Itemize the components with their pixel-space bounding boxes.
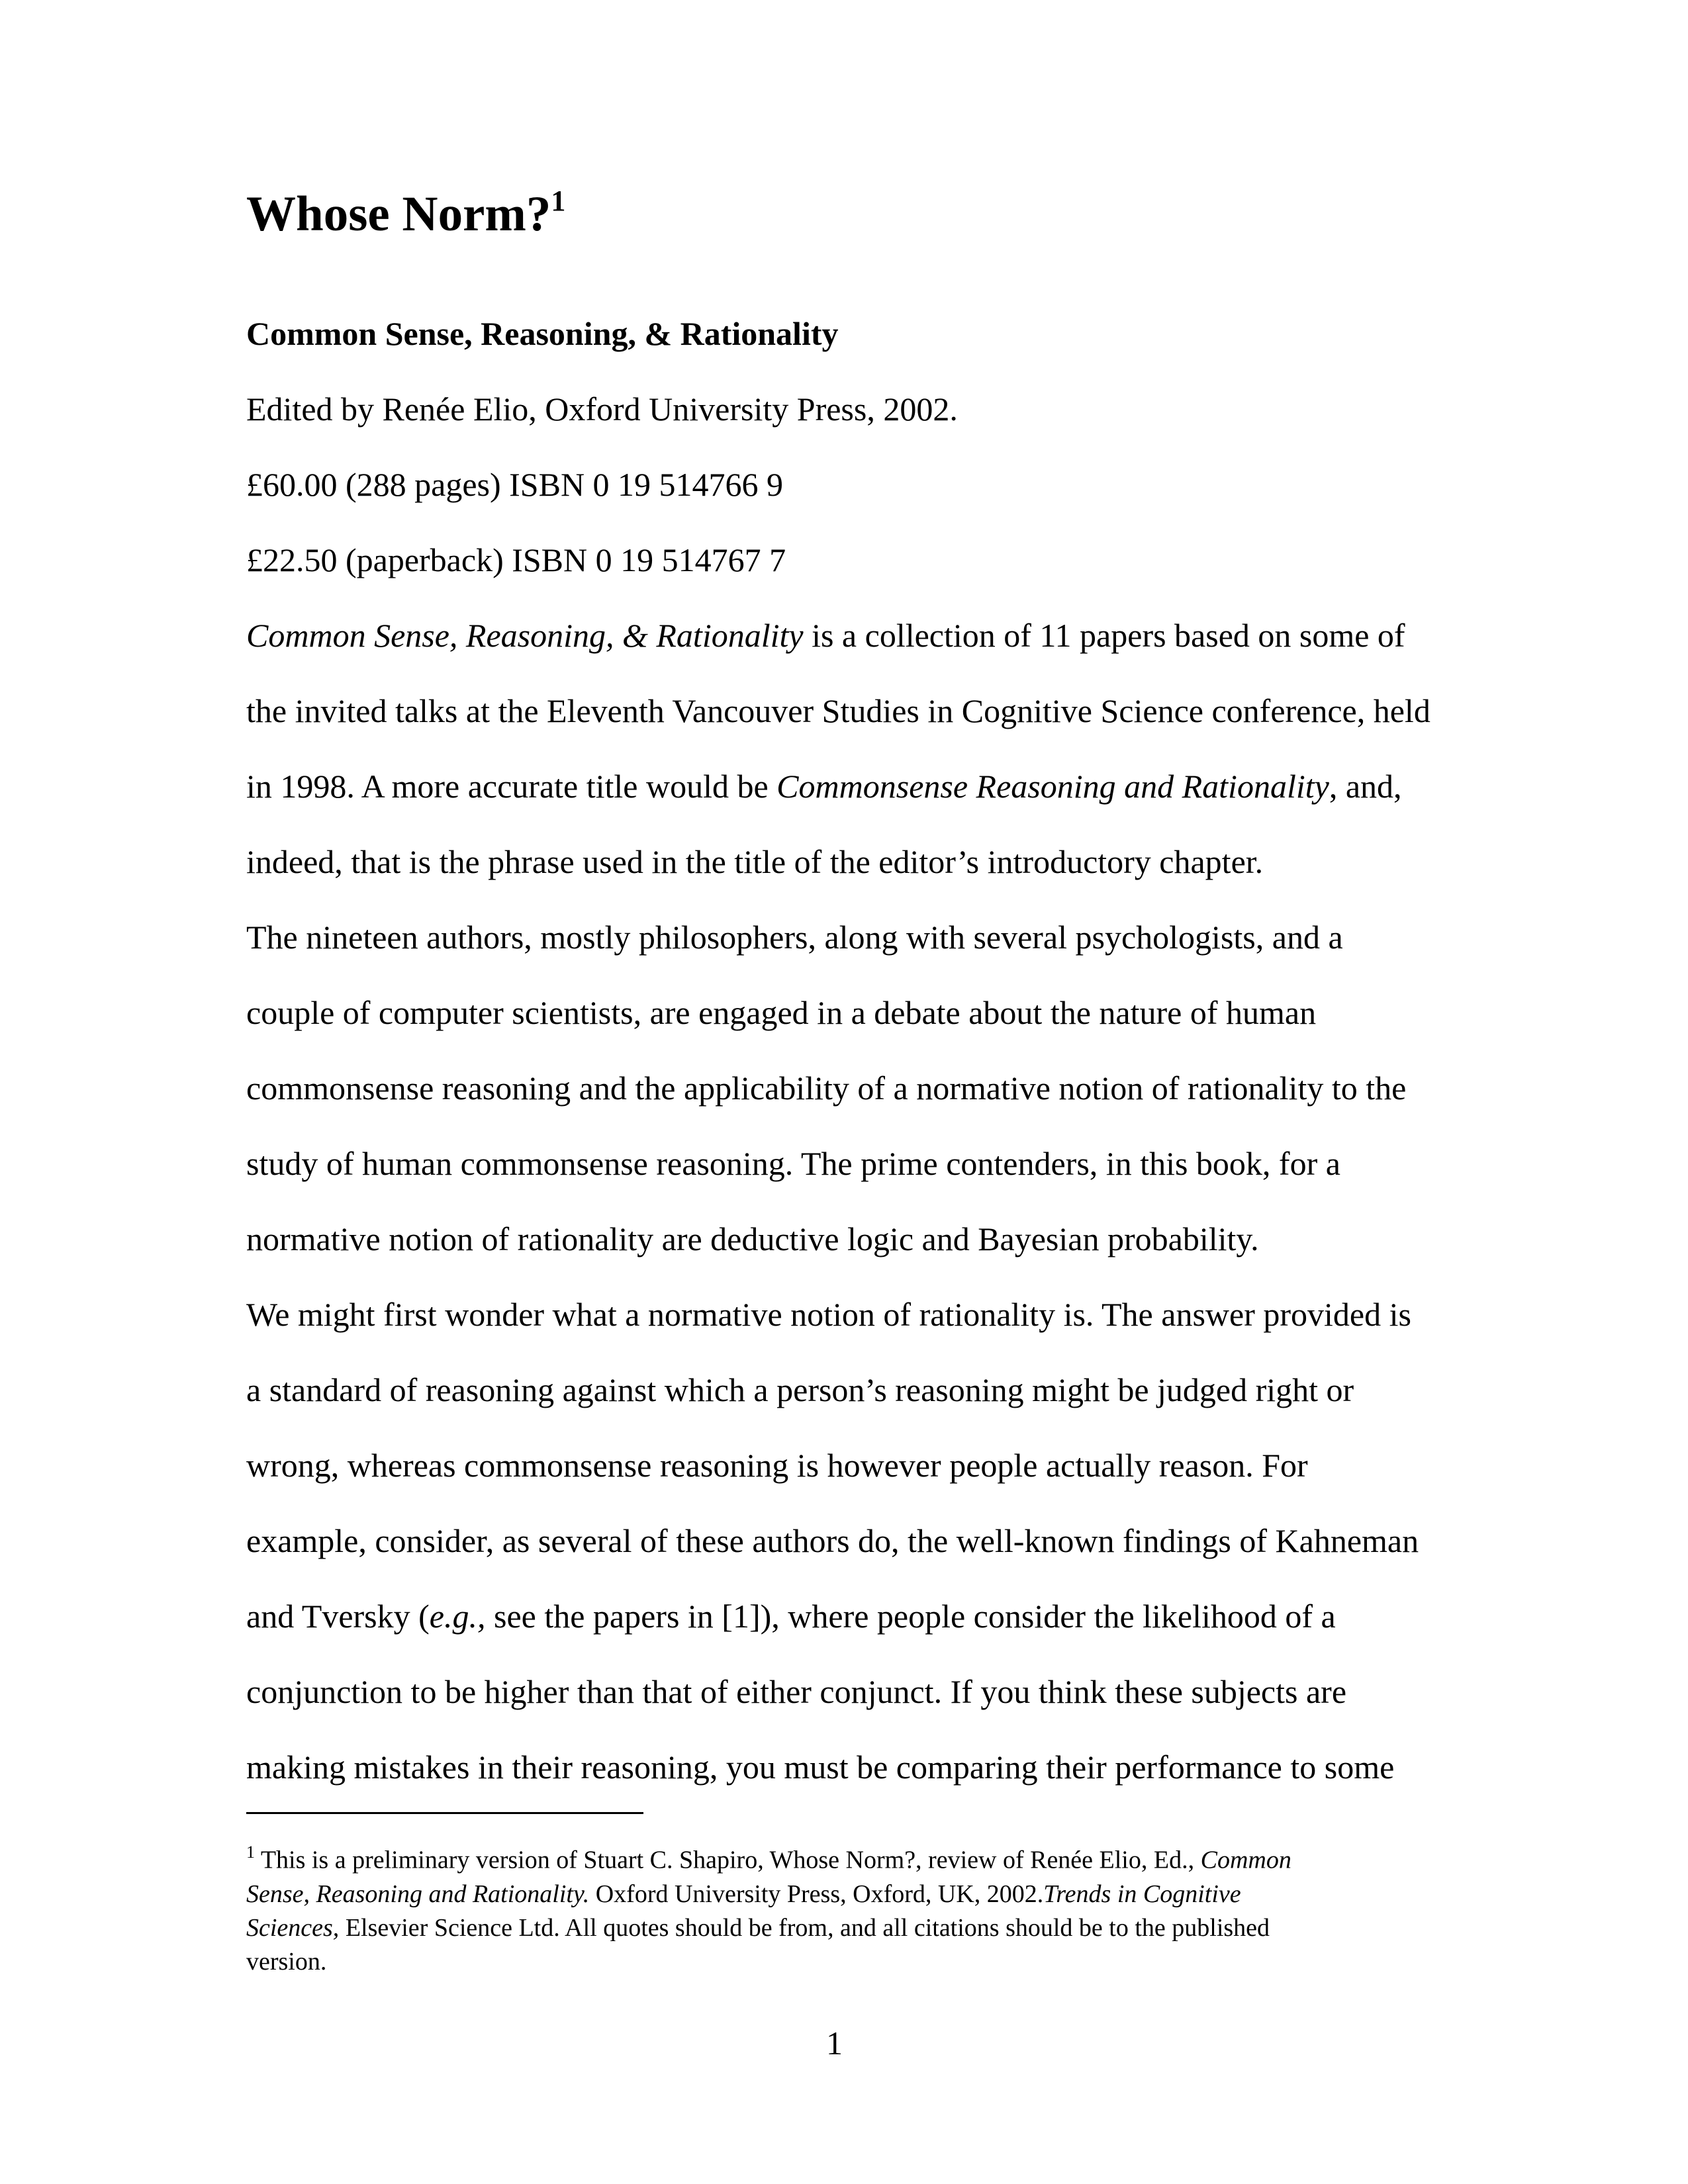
text-span-italic: Sense, Reasoning and Rationality. — [246, 1880, 590, 1908]
text-line: The nineteen authors, mostly philosophers, along with several psychologists, and a — [246, 919, 1343, 956]
text-line — [246, 749, 1444, 824]
text-span: , and, — [1329, 768, 1402, 805]
text-span: see the papers in [1]), where people consider the likelihood of a — [485, 1598, 1336, 1635]
text-span: and Tversky ( — [246, 1598, 430, 1635]
text-line: commonsense reasoning and the applicability of a normative notion of rationality to the — [246, 1069, 1407, 1107]
text-span-italic: Trends in Cognitive — [1043, 1880, 1241, 1908]
text-span: is a collection of 11 papers based on some of — [803, 617, 1405, 654]
book-price-hardback: £60.00 (288 pages) ISBN 0 19 514766 9 — [246, 466, 784, 503]
footnote-line: version. — [246, 1947, 327, 1976]
text-line: wrong, whereas commonsense reasoning is however people actually reason. For — [246, 1447, 1308, 1484]
eg-italic: e.g., — [429, 1598, 486, 1635]
text-line: indeed, that is the phrase used in the title of the editor’s introductory chapter. — [246, 843, 1264, 880]
book-edited-by: Edited by Renée Elio, Oxford University Press, 2002. — [246, 390, 958, 428]
text-line: study of human commonsense reasoning. The prime contenders, in this book, for a — [246, 1145, 1340, 1182]
paragraph-2 — [246, 899, 1444, 1277]
text-line: making mistakes in their reasoning, you must be comparing their performance to some — [246, 1749, 1395, 1786]
text-line: We might first wonder what a normative notion of rationality is. The answer provided is — [246, 1296, 1411, 1333]
review-body — [246, 598, 1444, 1805]
paragraph-1 — [246, 598, 1444, 899]
text-line — [246, 598, 1444, 673]
page-title — [246, 185, 566, 242]
text-line: normative notion of rationality are deductive logic and Bayesian probability. — [246, 1220, 1259, 1257]
footnote-marker: 1 — [246, 1843, 255, 1862]
text-line: couple of computer scientists, are engaged in a debate about the nature of human — [246, 994, 1317, 1031]
text-span: This is a preliminary version of Stuart C. Shapiro, Whose Norm?, review of Renée Elio, Ed., — [255, 1846, 1201, 1874]
text-line: conjunction to be higher than that of either conjunct. If you think these subjects are — [246, 1673, 1347, 1710]
paragraph-3 — [246, 1277, 1444, 1805]
text-span-italic: Sciences, — [246, 1913, 340, 1942]
footnote-line — [246, 1878, 1451, 1911]
footnote-divider — [246, 1812, 643, 1814]
title-text: Whose Norm? — [246, 187, 551, 242]
book-title: Common Sense, Reasoning, & Rationality — [246, 315, 839, 352]
book-price-paperback: £22.50 (paperback) ISBN 0 19 514767 7 — [246, 541, 786, 578]
book-details — [246, 371, 1444, 598]
page-number: 1 — [826, 2025, 843, 2062]
footnote-line — [246, 1911, 1451, 1945]
text-line — [246, 1578, 1444, 1654]
text-line: a standard of reasoning against which a person’s reasoning might be judged right or — [246, 1371, 1354, 1408]
footnote — [246, 1837, 1451, 1979]
text-span: in 1998. A more accurate title would be — [246, 768, 777, 805]
text-line: the invited talks at the Eleventh Vancouver Studies in Cognitive Science conference, held — [246, 692, 1430, 729]
text-span: Oxford University Press, Oxford, UK, 2002. — [589, 1880, 1044, 1908]
text-line: example, consider, as several of these authors do, the well-known findings of Kahneman — [246, 1522, 1419, 1559]
footnote-line — [246, 1837, 1451, 1878]
book-title-italic: Common Sense, Reasoning, & Rationality — [246, 617, 804, 654]
title-footnote-marker: 1 — [551, 185, 566, 217]
alt-title-italic: Commonsense Reasoning and Rationality — [776, 768, 1329, 805]
text-span-italic: Common — [1200, 1846, 1291, 1874]
text-span: Elsevier Science Ltd. All quotes should be from, and all citations should be to the published — [339, 1913, 1270, 1942]
